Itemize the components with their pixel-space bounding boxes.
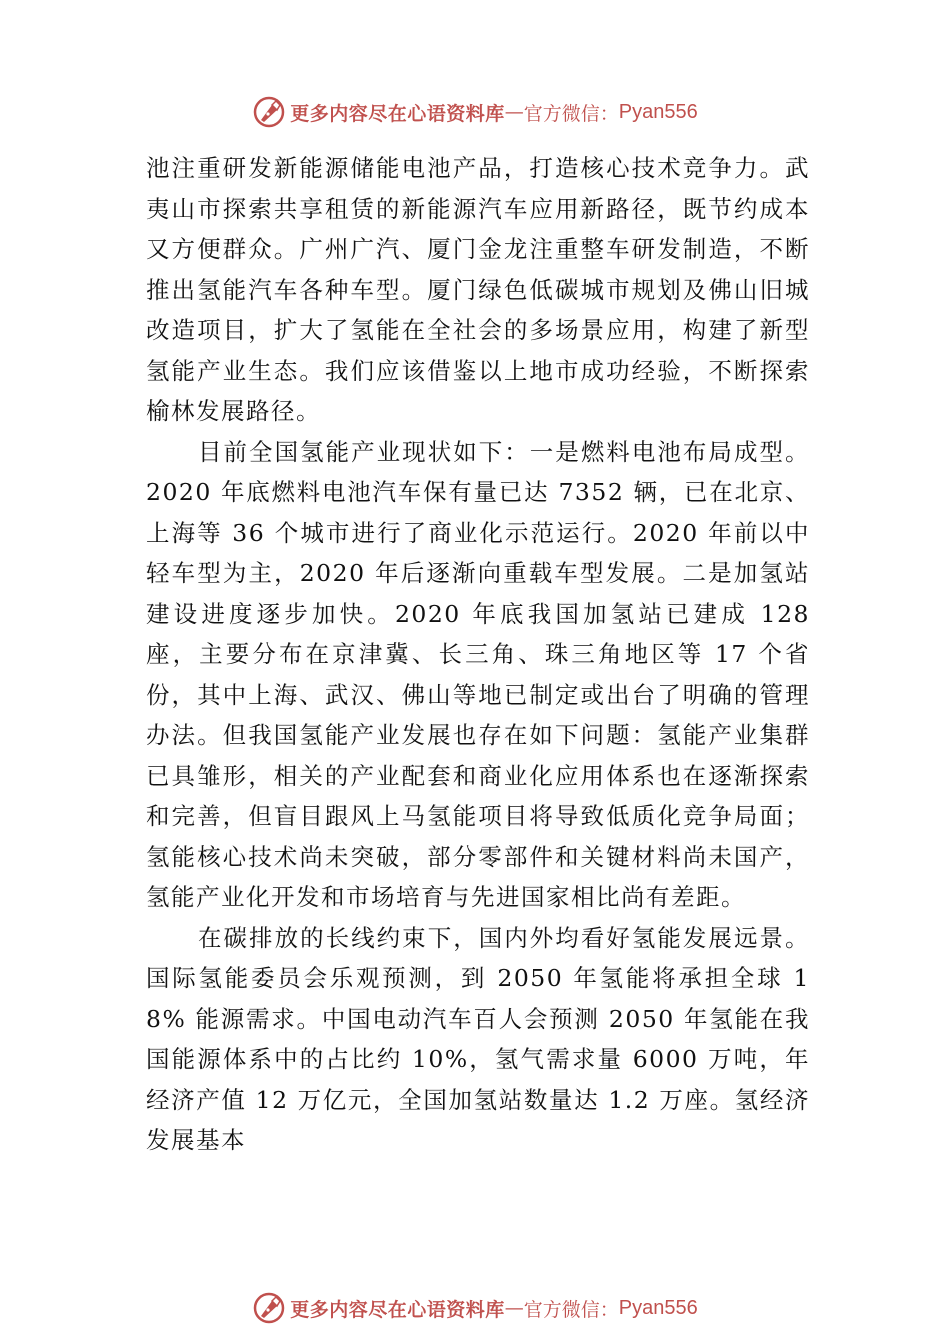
header-banner <box>0 92 950 132</box>
footer-separator: — <box>504 1297 524 1319</box>
header-wechat-label: 官方微信： <box>523 102 619 125</box>
footer-wechat-label: 官方微信： <box>523 1298 619 1321</box>
pen-nib-logo-icon <box>252 95 286 129</box>
paragraph-continued: 池注重研发新能源储能电池产品，打造核心技术竞争力。武夷山市探索共享租赁的新能源汽车应用新路径，既节约成本又方便群众。广州广汽、厦门金龙注重整车研发制造，不断推出氢能汽车各种车型。厦门绿色低碳城市规划及佛山旧城改造项目，扩大了氢能在全社会的多场景应用，构建了新型氢能产业生态。我们应该借鉴以上地市成功经验，不断探索榆林发展路径。 <box>146 154 810 425</box>
header-wechat-id: Pyan556 <box>618 100 698 123</box>
paragraph-outlook: 在碳排放的长线约束下，国内外均看好氢能发展远景。国际氢能委员会乐观预测，到 2050 年氢能将承担全球 18% 能源需求。中国电动汽车百人会预测 2050 年氢能在我国能源体系中的占比约 10%，氢气需求量 6000 万吨，年经济产值 12 万亿元，全国加氢站数量达 1.2 万座。氢经济发展基本 <box>146 923 810 1154</box>
pen-nib-logo-icon <box>252 1291 286 1325</box>
footer-wechat-id: Pyan556 <box>618 1296 698 1319</box>
footer-brand-text: 更多内容尽在心语资料库 <box>290 1298 505 1321</box>
footer-banner <box>0 1288 950 1328</box>
header-separator: — <box>504 101 524 123</box>
header-brand-text: 更多内容尽在心语资料库 <box>290 102 505 125</box>
document-body <box>146 148 810 1161</box>
paragraph-industry-status: 目前全国氢能产业现状如下：一是燃料电池布局成型。2020 年底燃料电池汽车保有量已达 7352 辆，已在北京、上海等 36 个城市进行了商业化示范运行。2020 年前以中轻车型为主，2020 年后逐渐向重载车型发展。二是加氢站建设进度逐步加快。2020 年底我国加氢站已建成 128 座，主要分布在京津冀、长三角、珠三角地区等 17 个省份，其中上海、武汉、佛山等地已制定或出台了明确的管理办法。但我国氢能产业发展也存在如下问题：氢能产业集群已具雏形，相关的产业配套和商业化应用体系也在逐渐探索和完善，但盲目跟风上马氢能项目将导致低质化竞争局面；氢能核心技术尚未突破，部分零部件和关键材料尚未国产，氢能产业化开发和市场培育与先进国家相比尚有差距。 <box>146 437 810 911</box>
